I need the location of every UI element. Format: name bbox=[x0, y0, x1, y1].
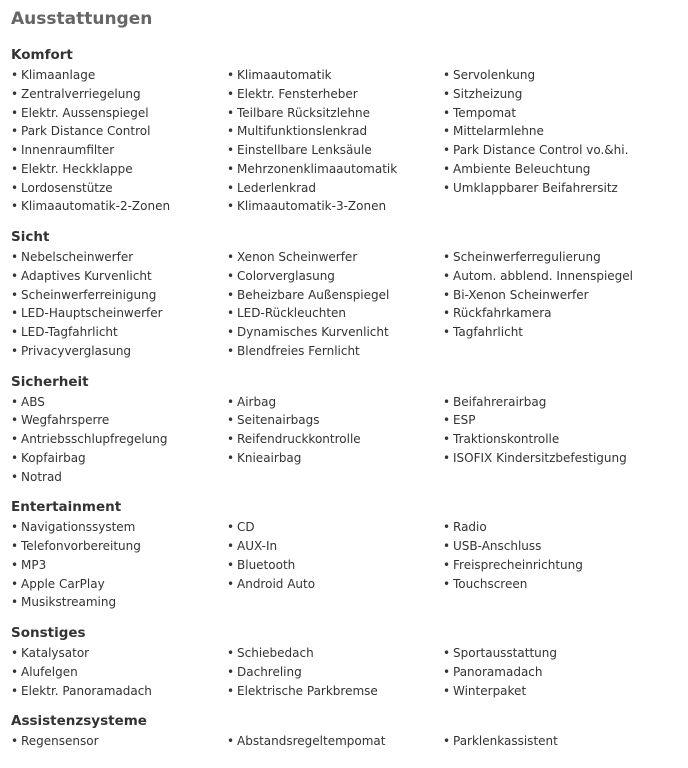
feature-item bbox=[227, 663, 443, 682]
feature-item bbox=[443, 575, 673, 594]
feature-item bbox=[443, 286, 673, 305]
feature-label: Klimaanlage bbox=[21, 68, 96, 82]
feature-label: Winterpaket bbox=[453, 683, 527, 698]
feature-item bbox=[227, 122, 443, 141]
bullet-icon: • bbox=[11, 143, 19, 157]
bullet-icon: • bbox=[443, 180, 451, 195]
feature-label: Multifunktionslenkrad bbox=[237, 124, 368, 139]
feature-label: Touchscreen bbox=[453, 576, 528, 591]
feature-item bbox=[443, 518, 673, 537]
feature-item bbox=[11, 411, 227, 430]
feature-label: Radio bbox=[453, 520, 487, 535]
bullet-icon: • bbox=[11, 413, 19, 428]
feature-label: Android Auto bbox=[237, 576, 316, 591]
feature-label: Reifendruckkontrolle bbox=[237, 432, 361, 446]
feature-item bbox=[11, 323, 227, 342]
feature-label: Mehrzonenklimaautomatik bbox=[237, 161, 398, 176]
bullet-icon: • bbox=[11, 595, 19, 610]
feature-item bbox=[227, 411, 443, 430]
section-title: Entertainment bbox=[11, 499, 122, 516]
feature-label: Sportausstattung bbox=[453, 646, 557, 660]
feature-label: Colorverglasung bbox=[237, 268, 335, 283]
bullet-icon: • bbox=[227, 143, 235, 157]
bullet-icon: • bbox=[443, 557, 451, 572]
feature-item bbox=[227, 267, 443, 286]
feature-label: Park Distance Control bbox=[21, 124, 151, 139]
bullet-icon: • bbox=[227, 325, 235, 339]
section-sicherheit bbox=[11, 369, 688, 487]
feature-item bbox=[11, 286, 227, 305]
feature-list bbox=[11, 248, 688, 361]
feature-list bbox=[11, 66, 688, 216]
feature-label: Lordosenstütze bbox=[21, 180, 113, 195]
bullet-icon: • bbox=[443, 250, 451, 264]
feature-item bbox=[11, 682, 227, 701]
section-title: Komfort bbox=[11, 47, 73, 63]
feature-item bbox=[443, 66, 673, 85]
feature-label: Kopfairbag bbox=[21, 450, 86, 465]
bullet-icon: • bbox=[443, 287, 451, 302]
feature-item bbox=[227, 66, 443, 85]
bullet-icon: • bbox=[227, 450, 235, 465]
bullet-icon: • bbox=[11, 664, 19, 679]
feature-item bbox=[227, 430, 443, 449]
feature-item bbox=[227, 179, 443, 198]
feature-item bbox=[227, 104, 443, 123]
bullet-icon: • bbox=[227, 664, 235, 679]
feature-label: Knieairbag bbox=[237, 450, 302, 465]
feature-item bbox=[11, 248, 227, 267]
feature-label: Tempomat bbox=[453, 105, 517, 120]
feature-label: Umklappbarer Beifahrersitz bbox=[453, 180, 618, 195]
feature-item bbox=[443, 267, 673, 286]
feature-item bbox=[11, 66, 227, 85]
feature-label: Zentralverriegelung bbox=[21, 86, 141, 101]
feature-label: Privacyverglasung bbox=[21, 343, 132, 358]
bullet-icon: • bbox=[227, 86, 235, 101]
bullet-icon: • bbox=[443, 86, 451, 101]
bullet-icon: • bbox=[11, 287, 19, 302]
section-assistenzsysteme bbox=[11, 708, 688, 751]
feature-label: Beheizbare Außenspiegel bbox=[237, 287, 390, 302]
bullet-icon: • bbox=[11, 450, 19, 465]
feature-item bbox=[227, 732, 443, 751]
feature-item bbox=[443, 430, 673, 449]
bullet-icon: • bbox=[443, 539, 451, 553]
feature-item bbox=[227, 304, 443, 323]
bullet-icon: • bbox=[227, 287, 235, 302]
feature-item bbox=[227, 644, 443, 663]
feature-label: Musikstreaming bbox=[21, 595, 117, 610]
feature-item bbox=[11, 593, 227, 612]
bullet-icon: • bbox=[11, 683, 19, 698]
feature-item bbox=[11, 430, 227, 449]
feature-label: Elektr. Heckklappe bbox=[21, 161, 133, 176]
feature-list bbox=[11, 393, 688, 487]
bullet-icon: • bbox=[11, 124, 19, 139]
feature-label: CD bbox=[237, 520, 255, 535]
feature-label: ESP bbox=[453, 413, 476, 428]
bullet-icon: • bbox=[443, 646, 451, 660]
bullet-icon: • bbox=[227, 306, 235, 321]
feature-list bbox=[11, 518, 688, 612]
bullet-icon: • bbox=[11, 557, 19, 572]
bullet-icon: • bbox=[443, 268, 451, 283]
bullet-icon: • bbox=[443, 306, 451, 321]
feature-item bbox=[11, 141, 227, 160]
section-title: Sonstiges bbox=[11, 625, 86, 641]
feature-label: Schiebedach bbox=[237, 646, 314, 660]
bullet-icon: • bbox=[227, 576, 235, 591]
feature-item bbox=[11, 537, 227, 556]
feature-label: Innenraumfilter bbox=[21, 143, 115, 157]
bullet-icon: • bbox=[11, 180, 19, 195]
feature-label: LED-Hauptscheinwerfer bbox=[21, 306, 163, 321]
bullet-icon: • bbox=[443, 432, 451, 446]
feature-label: Dynamisches Kurvenlicht bbox=[237, 325, 389, 339]
feature-item bbox=[11, 342, 227, 361]
feature-item bbox=[11, 122, 227, 141]
bullet-icon: • bbox=[11, 646, 19, 660]
section-title: Assistenzsysteme bbox=[11, 713, 147, 730]
feature-item bbox=[443, 122, 673, 141]
feature-label: USB-Anschluss bbox=[453, 539, 542, 553]
bullet-icon: • bbox=[227, 161, 235, 176]
feature-item bbox=[443, 160, 673, 179]
feature-item bbox=[443, 682, 673, 701]
feature-item bbox=[227, 141, 443, 160]
bullet-icon: • bbox=[443, 394, 451, 409]
feature-item bbox=[11, 556, 227, 575]
feature-item bbox=[227, 160, 443, 179]
sections-container bbox=[11, 42, 688, 751]
feature-label: Scheinwerferreinigung bbox=[21, 287, 157, 302]
feature-item bbox=[443, 732, 673, 751]
feature-item bbox=[227, 518, 443, 537]
feature-label: Park Distance Control vo.&hi. bbox=[453, 143, 629, 157]
bullet-icon: • bbox=[11, 199, 19, 214]
feature-label: Tagfahrlicht bbox=[453, 325, 524, 339]
feature-item bbox=[227, 575, 443, 594]
feature-label: Dachreling bbox=[237, 664, 302, 679]
section-title: Sicherheit bbox=[11, 373, 89, 390]
feature-label: Bi-Xenon Scheinwerfer bbox=[453, 287, 589, 302]
feature-label: Rückfahrkamera bbox=[453, 306, 552, 321]
bullet-icon: • bbox=[11, 576, 19, 591]
section-sicht bbox=[11, 224, 688, 361]
bullet-icon: • bbox=[227, 343, 235, 358]
section-title: Sicht bbox=[11, 229, 50, 245]
bullet-icon: • bbox=[443, 683, 451, 698]
feature-item bbox=[11, 160, 227, 179]
bullet-icon: • bbox=[227, 734, 235, 749]
feature-item bbox=[227, 197, 443, 216]
feature-item bbox=[227, 393, 443, 412]
feature-label: Adaptives Kurvenlicht bbox=[21, 268, 152, 283]
bullet-icon: • bbox=[11, 306, 19, 321]
bullet-icon: • bbox=[227, 199, 235, 214]
feature-label: Einstellbare Lenksäule bbox=[237, 143, 372, 157]
feature-item bbox=[443, 537, 673, 556]
section-sonstiges bbox=[11, 620, 688, 700]
bullet-icon: • bbox=[11, 268, 19, 283]
feature-label: Bluetooth bbox=[237, 557, 296, 572]
feature-label: Katalysator bbox=[21, 646, 90, 660]
feature-label: Klimaautomatik-3-Zonen bbox=[237, 199, 387, 214]
feature-list bbox=[11, 732, 688, 751]
bullet-icon: • bbox=[11, 520, 19, 535]
feature-item bbox=[227, 248, 443, 267]
bullet-icon: • bbox=[443, 161, 451, 176]
bullet-icon: • bbox=[227, 646, 235, 660]
feature-label: LED-Rückleuchten bbox=[237, 306, 347, 321]
feature-item bbox=[443, 393, 673, 412]
bullet-icon: • bbox=[443, 68, 451, 82]
feature-label: Parklenkassistent bbox=[453, 734, 558, 749]
feature-item bbox=[11, 575, 227, 594]
bullet-icon: • bbox=[227, 68, 235, 82]
bullet-icon: • bbox=[443, 325, 451, 339]
feature-item bbox=[11, 267, 227, 286]
feature-item bbox=[11, 663, 227, 682]
feature-item bbox=[227, 537, 443, 556]
feature-label: Ambiente Beleuchtung bbox=[453, 161, 591, 176]
bullet-icon: • bbox=[11, 250, 19, 264]
feature-label: Panoramadach bbox=[453, 664, 543, 679]
feature-item bbox=[443, 411, 673, 430]
feature-label: Servolenkung bbox=[453, 68, 536, 82]
bullet-icon: • bbox=[11, 161, 19, 176]
feature-item bbox=[443, 663, 673, 682]
feature-item bbox=[227, 682, 443, 701]
feature-label: Lederlenkrad bbox=[237, 180, 316, 195]
bullet-icon: • bbox=[227, 520, 235, 535]
feature-item bbox=[11, 449, 227, 468]
feature-label: Elektr. Aussenspiegel bbox=[21, 105, 149, 120]
feature-item bbox=[443, 179, 673, 198]
bullet-icon: • bbox=[11, 432, 19, 446]
feature-label: ABS bbox=[21, 394, 45, 409]
feature-item bbox=[227, 342, 443, 361]
feature-item bbox=[443, 449, 673, 468]
feature-label: Traktionskontrolle bbox=[453, 432, 560, 446]
bullet-icon: • bbox=[11, 105, 19, 120]
bullet-icon: • bbox=[443, 734, 451, 749]
page-title: Ausstattungen bbox=[11, 9, 153, 29]
feature-label: MP3 bbox=[21, 557, 47, 572]
bullet-icon: • bbox=[227, 180, 235, 195]
bullet-icon: • bbox=[227, 268, 235, 283]
bullet-icon: • bbox=[11, 343, 19, 358]
feature-item bbox=[11, 518, 227, 537]
feature-label: Klimaautomatik-2-Zonen bbox=[21, 199, 171, 214]
feature-item bbox=[11, 104, 227, 123]
feature-item bbox=[11, 85, 227, 104]
feature-item bbox=[227, 556, 443, 575]
bullet-icon: • bbox=[11, 86, 19, 101]
feature-label: Notrad bbox=[21, 469, 62, 484]
feature-item bbox=[11, 732, 227, 751]
feature-item bbox=[11, 393, 227, 412]
feature-label: Abstandsregeltempomat bbox=[237, 734, 386, 749]
feature-item bbox=[11, 179, 227, 198]
feature-label: Scheinwerferregulierung bbox=[453, 250, 601, 264]
feature-item bbox=[443, 644, 673, 663]
feature-label: Seitenairbags bbox=[237, 413, 320, 428]
feature-label: Apple CarPlay bbox=[21, 576, 105, 591]
feature-label: Beifahrerairbag bbox=[453, 394, 547, 409]
feature-item bbox=[11, 644, 227, 663]
bullet-icon: • bbox=[443, 105, 451, 120]
bullet-icon: • bbox=[227, 394, 235, 409]
bullet-icon: • bbox=[11, 539, 19, 553]
feature-list bbox=[11, 644, 688, 700]
feature-item bbox=[443, 556, 673, 575]
feature-item bbox=[443, 248, 673, 267]
bullet-icon: • bbox=[443, 520, 451, 535]
feature-item bbox=[227, 323, 443, 342]
bullet-icon: • bbox=[227, 557, 235, 572]
feature-label: Elektr. Fensterheber bbox=[237, 86, 358, 101]
bullet-icon: • bbox=[11, 734, 19, 749]
feature-item bbox=[443, 141, 673, 160]
feature-item bbox=[443, 85, 673, 104]
bullet-icon: • bbox=[227, 124, 235, 139]
feature-label: Mittelarmlehne bbox=[453, 124, 544, 139]
feature-label: LED-Tagfahrlicht bbox=[21, 325, 118, 339]
feature-label: Wegfahrsperre bbox=[21, 413, 110, 428]
feature-label: Teilbare Rücksitzlehne bbox=[237, 105, 371, 120]
feature-label: Elektrische Parkbremse bbox=[237, 683, 378, 698]
bullet-icon: • bbox=[443, 124, 451, 139]
bullet-icon: • bbox=[11, 68, 19, 82]
feature-item bbox=[227, 286, 443, 305]
section-komfort bbox=[11, 42, 688, 216]
bullet-icon: • bbox=[443, 664, 451, 679]
bullet-icon: • bbox=[443, 450, 451, 465]
bullet-icon: • bbox=[11, 469, 19, 484]
feature-item bbox=[11, 304, 227, 323]
bullet-icon: • bbox=[443, 576, 451, 591]
feature-label: AUX-In bbox=[237, 539, 278, 553]
feature-label: Blendfreies Fernlicht bbox=[237, 343, 360, 358]
feature-label: Telefonvorbereitung bbox=[21, 539, 141, 553]
feature-label: Sitzheizung bbox=[453, 86, 523, 101]
feature-item bbox=[443, 304, 673, 323]
feature-label: ISOFIX Kindersitzbefestigung bbox=[453, 450, 627, 465]
feature-label: Airbag bbox=[237, 394, 277, 409]
feature-label: Elektr. Panoramadach bbox=[21, 683, 152, 698]
feature-label: Alufelgen bbox=[21, 664, 78, 679]
bullet-icon: • bbox=[227, 683, 235, 698]
feature-label: Autom. abblend. Innenspiegel bbox=[453, 268, 633, 283]
feature-item bbox=[11, 197, 227, 216]
bullet-icon: • bbox=[11, 394, 19, 409]
bullet-icon: • bbox=[227, 250, 235, 264]
feature-item bbox=[443, 323, 673, 342]
bullet-icon: • bbox=[227, 105, 235, 120]
section-entertainment bbox=[11, 494, 688, 612]
feature-label: Freisprecheinrichtung bbox=[453, 557, 583, 572]
feature-label: Regensensor bbox=[21, 734, 99, 749]
bullet-icon: • bbox=[227, 539, 235, 553]
bullet-icon: • bbox=[11, 325, 19, 339]
bullet-icon: • bbox=[227, 432, 235, 446]
feature-label: Antriebsschlupfregelung bbox=[21, 432, 168, 446]
feature-item bbox=[227, 449, 443, 468]
feature-label: Navigationssystem bbox=[21, 520, 136, 535]
feature-label: Klimaautomatik bbox=[237, 68, 332, 82]
bullet-icon: • bbox=[443, 413, 451, 428]
feature-item bbox=[227, 85, 443, 104]
bullet-icon: • bbox=[443, 143, 451, 157]
bullet-icon: • bbox=[227, 413, 235, 428]
feature-item bbox=[11, 468, 227, 487]
feature-label: Xenon Scheinwerfer bbox=[237, 250, 358, 264]
feature-label: Nebelscheinwerfer bbox=[21, 250, 134, 264]
feature-item bbox=[443, 104, 673, 123]
